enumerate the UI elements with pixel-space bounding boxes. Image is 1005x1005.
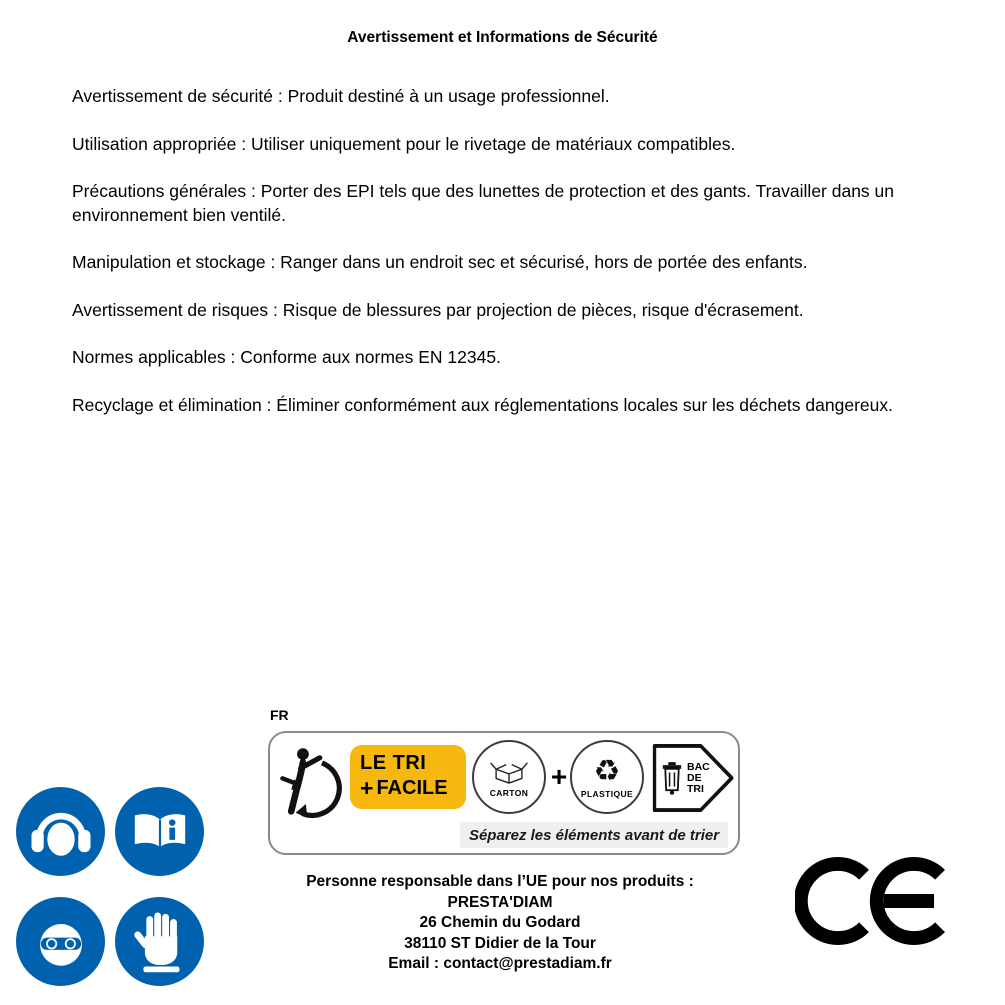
- wear-protective-gloves-sign: [115, 897, 204, 986]
- address-line: 38110 ST Didier de la Tour: [404, 934, 596, 952]
- carton-box-icon: [486, 757, 532, 787]
- safety-paragraph: Normes applicables : Conforme aux normes EN 12345.: [72, 347, 501, 367]
- triman-icon: [278, 739, 344, 825]
- sorting-bin-icon: [661, 755, 683, 801]
- safety-paragraph: Utilisation appropriée : Utiliser uniquement pour le rivetage de matériaux compatibles.: [72, 133, 736, 154]
- sorting-instruction: Séparez les éléments avant de trier: [460, 822, 728, 848]
- tri-banner-line2: [360, 775, 466, 802]
- eu-responsible-block: [240, 872, 760, 975]
- le-tri-facile-banner: [350, 745, 466, 809]
- tri-banner-line1: LE TRI: [360, 752, 427, 774]
- safety-paragraph: Recyclage et élimination : Éliminer conformément aux réglementations locales sur les déchets dangereux.: [72, 394, 893, 415]
- wear-ear-protection-sign: [16, 787, 105, 876]
- recycle-triangle-icon: ♻: [593, 753, 621, 789]
- safety-paragraphs: [72, 85, 945, 441]
- carton-label: CARTON: [489, 787, 529, 798]
- ppe-icon-grid: [16, 787, 204, 986]
- read-instructions-sign: [115, 787, 204, 876]
- safety-paragraph: Manipulation et stockage : Ranger dans un endroit sec et sécurisé, hors de portée des enfants.: [72, 252, 808, 272]
- address-line: 26 Chemin du Godard: [419, 914, 581, 931]
- wear-protective-gloves-icon: [124, 906, 196, 978]
- plus-separator: +: [550, 761, 568, 792]
- tri-banner-plus: +: [360, 775, 374, 801]
- wear-eye-protection-icon: [25, 906, 97, 978]
- wear-eye-protection-sign: [16, 897, 105, 986]
- safety-paragraph: Avertissement de sécurité : Produit destiné à un usage professionnel.: [72, 86, 610, 106]
- safety-paragraph: Avertissement de risques : Risque de blessures par projection de pièces, risque d'écrasement.: [72, 299, 804, 320]
- ce-mark: [795, 854, 960, 948]
- bac-de-tri-flag: [652, 743, 736, 813]
- tri-banner-facile: FACILE: [376, 777, 448, 799]
- responsible-line: Personne responsable dans l’UE pour nos produits :: [306, 873, 694, 890]
- wear-ear-protection-icon: [25, 796, 97, 868]
- plastique-label: PLASTIQUE: [580, 788, 634, 799]
- tri-facile-logo: [268, 731, 740, 855]
- plastique-material-badge: [570, 740, 644, 814]
- page-title: Avertissement et Informations de Sécurité: [347, 29, 658, 46]
- carton-material-badge: [472, 740, 546, 814]
- country-code-label: FR: [270, 707, 289, 723]
- safety-paragraph: Précautions générales : Porter des EPI tels que des lunettes de protection et des gants. Travailler dans un environnement bien ventilé.: [72, 181, 895, 225]
- bac-de-tri-text: BAC DE TRI: [687, 760, 710, 795]
- read-instructions-icon: [124, 796, 196, 868]
- ce-mark-icon: [795, 854, 960, 948]
- company-name: PRESTA'DIAM: [447, 893, 553, 911]
- email-line: Email : contact@prestadiam.fr: [388, 955, 612, 972]
